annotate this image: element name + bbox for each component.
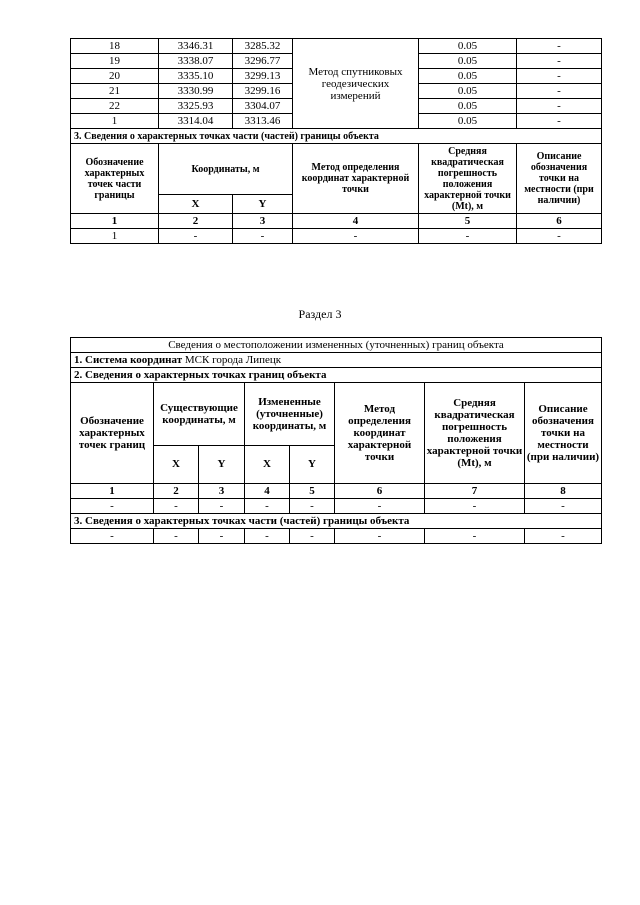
coord-system-label: 1. Система координат xyxy=(74,354,183,366)
table-cell: - xyxy=(335,499,425,514)
header-accuracy: Средняя квадратическая погрешность положения характерной точки (Mt), м xyxy=(425,383,525,484)
table-cell: - xyxy=(154,499,199,514)
description: - xyxy=(517,39,602,54)
table-cell: - xyxy=(245,499,290,514)
point-number: 21 xyxy=(71,84,159,99)
coord-x: 3338.07 xyxy=(159,54,233,69)
col-num: 2 xyxy=(154,484,199,499)
header-existing-coords: Существующие координаты, м xyxy=(154,383,245,446)
description: - xyxy=(517,114,602,129)
method-cell: Метод спутниковых геодезических измерений xyxy=(293,39,419,129)
point-number: 20 xyxy=(71,69,159,84)
part-title: 3. Сведения о характерных точках части (частей) границы объекта xyxy=(71,514,602,529)
point-number: 18 xyxy=(71,39,159,54)
header-x: X xyxy=(245,445,290,483)
accuracy: 0.05 xyxy=(419,39,517,54)
header-point: Обозначение характерных точек границ xyxy=(71,383,154,484)
table-cell: - xyxy=(425,499,525,514)
point-number: 19 xyxy=(71,54,159,69)
table-cell: - xyxy=(293,229,419,244)
col-num: 7 xyxy=(425,484,525,499)
coord-y: 3285.32 xyxy=(233,39,293,54)
table-cell: - xyxy=(525,499,602,514)
accuracy: 0.05 xyxy=(419,54,517,69)
table-row xyxy=(71,39,602,54)
header-y: Y xyxy=(199,445,245,483)
section-title: Раздел 3 xyxy=(298,307,342,321)
coord-x: 3330.99 xyxy=(159,84,233,99)
coord-x: 3346.31 xyxy=(159,39,233,54)
col-num: 3 xyxy=(199,484,245,499)
col-num: 8 xyxy=(525,484,602,499)
header-x: X xyxy=(154,445,199,483)
table-cell: - xyxy=(425,529,525,544)
description: - xyxy=(517,69,602,84)
header-description: Описание обозначения точки на местности (при наличии) xyxy=(517,144,602,214)
coord-y: 3296.77 xyxy=(233,54,293,69)
table-cell: - xyxy=(290,529,335,544)
table-part-points xyxy=(70,38,602,244)
header-point: Обозначение характерных точек части границы xyxy=(71,144,159,214)
table-cell: - xyxy=(525,529,602,544)
col-num: 6 xyxy=(517,214,602,229)
table-cell: 1 xyxy=(71,229,159,244)
header-y: Y xyxy=(290,445,335,483)
point-number: 22 xyxy=(71,99,159,114)
col-num: 1 xyxy=(71,484,154,499)
table-cell: - xyxy=(335,529,425,544)
table-cell: - xyxy=(154,529,199,544)
header-y: Y xyxy=(233,195,293,214)
col-num: 4 xyxy=(293,214,419,229)
header-x: X xyxy=(159,195,233,214)
header-accuracy: Средняя квадратическая погрешность положения характерной точки (Mt), м xyxy=(419,144,517,214)
header-method: Метод определения координат характерной точки xyxy=(335,383,425,484)
point-number: 1 xyxy=(71,114,159,129)
col-num: 2 xyxy=(159,214,233,229)
table-cell: - xyxy=(517,229,602,244)
coord-x: 3335.10 xyxy=(159,69,233,84)
table-cell: - xyxy=(71,499,154,514)
accuracy: 0.05 xyxy=(419,99,517,114)
table-cell: - xyxy=(233,229,293,244)
table-cell: - xyxy=(419,229,517,244)
table-cell: - xyxy=(159,229,233,244)
coord-system-row xyxy=(71,353,602,368)
description: - xyxy=(517,84,602,99)
table-changed-borders xyxy=(70,337,602,544)
accuracy: 0.05 xyxy=(419,69,517,84)
coord-x: 3325.93 xyxy=(159,99,233,114)
col-num: 1 xyxy=(71,214,159,229)
col-num: 5 xyxy=(290,484,335,499)
header-method: Метод определения координат характерной точки xyxy=(293,144,419,214)
points-title: 2. Сведения о характерных точках границ объекта xyxy=(71,368,602,383)
coord-y: 3304.07 xyxy=(233,99,293,114)
header-description: Описание обозначения точки на местности (при наличии) xyxy=(525,383,602,484)
col-num: 4 xyxy=(245,484,290,499)
coord-y: 3299.13 xyxy=(233,69,293,84)
description: - xyxy=(517,99,602,114)
header-coords: Координаты, м xyxy=(159,144,293,195)
table-title: Сведения о местоположении измененных (уточненных) границ объекта xyxy=(71,338,602,353)
table-cell: - xyxy=(71,529,154,544)
coord-y: 3299.16 xyxy=(233,84,293,99)
coord-system-value: МСК города Липецк xyxy=(184,354,282,366)
table-cell: - xyxy=(245,529,290,544)
coord-x: 3314.04 xyxy=(159,114,233,129)
description: - xyxy=(517,54,602,69)
header-changed-coords: Измененные (уточненные) координаты, м xyxy=(245,383,335,446)
col-num: 6 xyxy=(335,484,425,499)
accuracy: 0.05 xyxy=(419,114,517,129)
coord-y: 3313.46 xyxy=(233,114,293,129)
part-title: 3. Сведения о характерных точках части (частей) границы объекта xyxy=(71,129,602,144)
col-num: 5 xyxy=(419,214,517,229)
accuracy: 0.05 xyxy=(419,84,517,99)
table-cell: - xyxy=(199,499,245,514)
col-num: 3 xyxy=(233,214,293,229)
table-cell: - xyxy=(199,529,245,544)
table-cell: - xyxy=(290,499,335,514)
